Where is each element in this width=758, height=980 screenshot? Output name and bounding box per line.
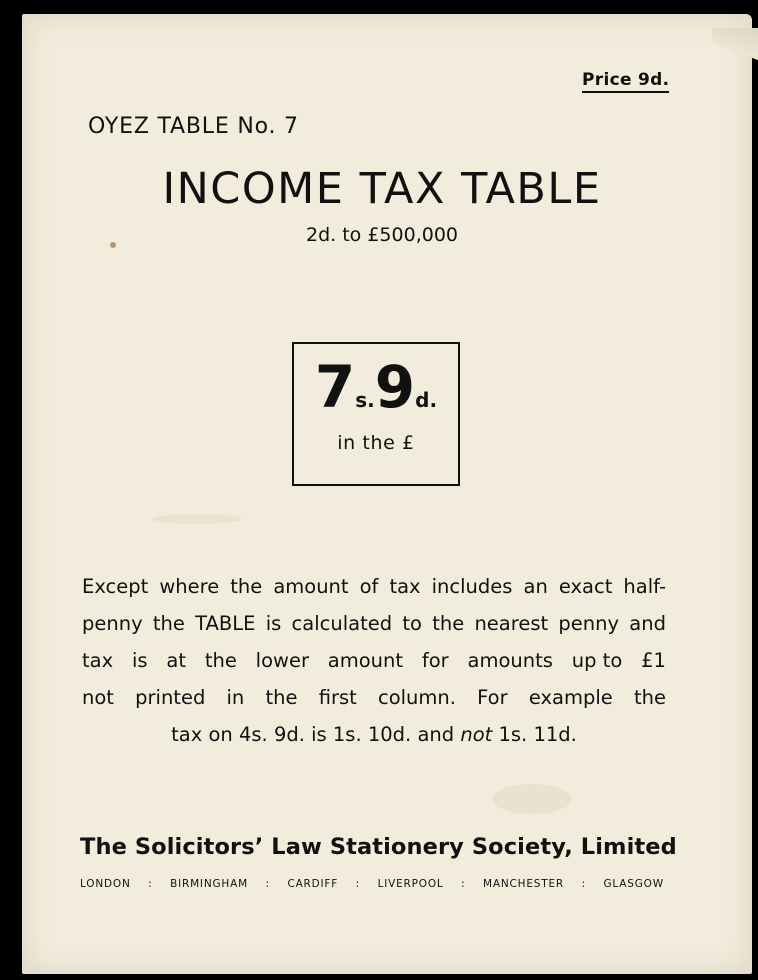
note-text: 1s. 11d. [492,723,577,746]
note-word: tax [389,575,421,598]
city-separator: : [461,878,466,890]
price-label: Price 9d. [582,70,669,93]
city-name: GLASGOW [603,878,664,890]
note-word: the [152,612,185,635]
note-word: nearest [474,612,549,635]
rate-shillings: 7 [314,353,356,421]
note-word: For [477,686,508,709]
note-word: the [265,686,298,709]
note-word: includes [431,575,513,598]
note-word: printed [135,686,206,709]
note-text: tax on 4s. 9d. is 1s. 10d. and [171,723,461,746]
note-word: column. [377,686,456,709]
note-line [82,605,666,642]
note-word: of [359,575,379,598]
note-line [82,716,666,753]
note-word: the [432,612,465,635]
note-word: Except [82,575,149,598]
note-word: penny [558,612,620,635]
note-line [82,568,666,605]
note-word: first [318,686,357,709]
city-name: CARDIFF [287,878,339,890]
note-word: at [166,649,186,672]
city-separator: : [265,878,270,890]
note-word: for [421,649,449,672]
publisher-name: The Solicitors’ Law Stationery Society, Limited [80,834,677,860]
explanatory-note [82,568,666,753]
note-word: the [204,649,237,672]
note-word: amount [327,649,404,672]
city-separator: : [355,878,361,890]
note-word: amount [273,575,349,598]
page-corner-wear [712,28,758,68]
note-word: where [159,575,220,598]
city-name: LIVERPOOL [377,878,444,890]
note-word: exact [558,575,613,598]
rate-pence: 9 [374,353,416,421]
note-word: amounts [467,649,553,672]
note-word: to [402,612,422,635]
page-title: INCOME TAX TABLE [162,164,602,214]
city-list [80,878,664,890]
city-name: BIRMINGHAM [170,878,248,890]
rate-shillings-unit: s. [355,388,375,412]
note-word: is [265,612,282,635]
paper-stain [152,514,242,524]
note-line [82,679,666,716]
tax-rate [294,353,458,421]
note-word: an [523,575,548,598]
city-name: LONDON [80,878,131,890]
note-word: is [131,649,148,672]
tax-rate-box [292,342,460,486]
note-word: calculated [291,612,393,635]
note-word: the [230,575,263,598]
series-label: OYEZ TABLE No. 7 [88,114,299,139]
note-word: not [82,686,114,709]
city-name: MANCHESTER [483,878,564,890]
note-word: tax [82,649,114,672]
paper-stain [492,784,572,814]
note-word: lower [255,649,309,672]
city-separator: : [581,878,586,890]
amount-range: 2d. to £500,000 [306,224,458,246]
note-word: in [226,686,245,709]
note-emphasis: not [460,723,493,746]
note-word: TABLE [195,612,256,635]
note-word: the [633,686,666,709]
note-word: and [629,612,666,635]
city-separator: : [148,878,153,890]
document-page [22,14,752,974]
note-word: penny [82,612,143,635]
note-word: example [528,686,613,709]
rate-pence-unit: d. [415,388,438,412]
note-word: half- [623,575,666,598]
rate-caption: in the £ [337,432,415,454]
note-word: £1 [641,649,666,672]
note-line [82,642,666,679]
note-word: up to [571,649,623,672]
